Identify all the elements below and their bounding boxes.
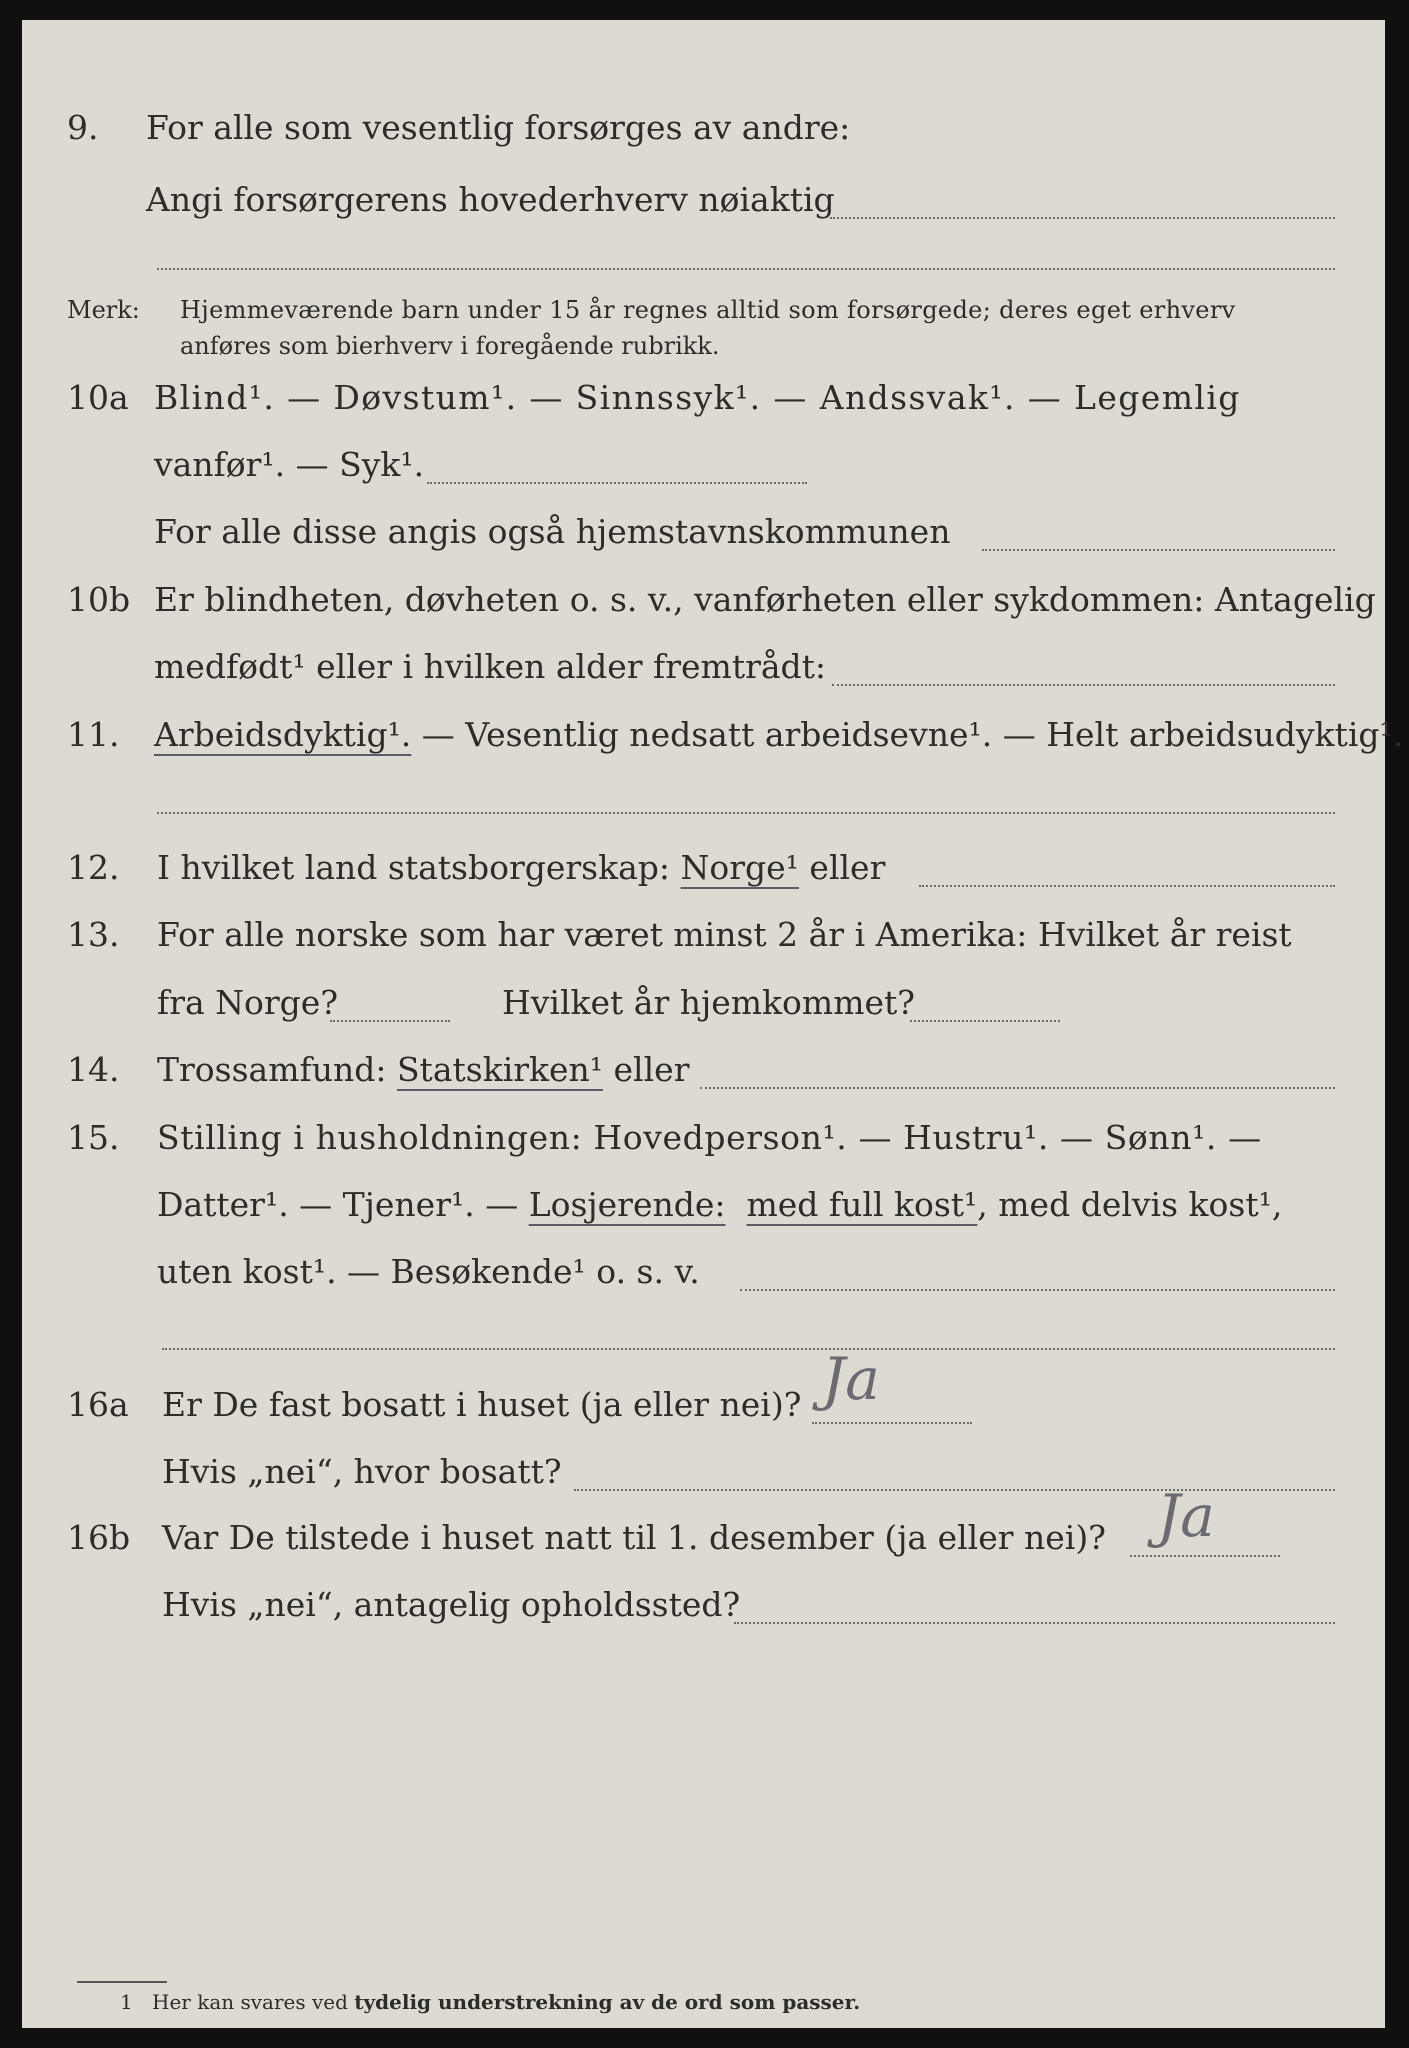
question-text: medfødt¹ eller i hvilken alder fremtrådt: — [154, 647, 827, 686]
handwritten-answer: Ja — [822, 1345, 880, 1413]
footnote-text: Her kan svares ved tydelig understrekning av de ord som passer. — [152, 1990, 861, 2014]
census-form-page — [22, 20, 1404, 2028]
answer-line[interactable] — [812, 1422, 972, 1424]
question-10b-line2 — [22, 637, 1385, 697]
question-9 — [22, 98, 1385, 158]
answer-line[interactable] — [700, 1087, 1335, 1089]
question-number: 11. — [67, 715, 120, 754]
question-number: 13. — [67, 915, 120, 954]
question-10a-line3 — [22, 502, 1385, 562]
answer-line[interactable] — [832, 684, 1335, 686]
question-text: Hvilket år hjemkommet? — [502, 983, 915, 1022]
question-15-line3 — [22, 1242, 1385, 1302]
question-text: Stilling i husholdningen: Hovedperson¹. — Hustru¹. — Sønn¹. — — [157, 1118, 1262, 1157]
question-text: — Vesentlig nedsatt arbeidsevne¹. — Helt arbeidsudyktig¹. — [411, 715, 1404, 754]
answer-line[interactable] — [427, 482, 807, 484]
footnote-marker: 1 — [120, 1990, 133, 2014]
answer-line[interactable] — [830, 217, 1335, 219]
note-text: anføres som bierhverv i foregående rubrikk. — [180, 332, 720, 360]
question-text: Angi forsørgerens hovederhverv nøiaktig — [146, 180, 835, 219]
question-9-main-occupation — [22, 170, 1385, 230]
question-16a — [22, 1375, 1385, 1435]
question-14 — [22, 1040, 1385, 1100]
question-10a-line2 — [22, 435, 1385, 495]
question-text: For alle som vesentlig forsørges av andre: — [146, 108, 851, 147]
selected-option-med-full-kost[interactable]: med full kost¹ — [746, 1185, 978, 1224]
question-text: I hvilket land statsborgerskap: — [157, 848, 681, 887]
question-16b-line2 — [22, 1575, 1385, 1635]
footnote-separator — [77, 1981, 167, 1983]
answer-line[interactable] — [157, 268, 1335, 270]
question-text: Datter¹. — Tjener¹. — — [157, 1185, 529, 1224]
answer-line[interactable] — [157, 812, 1335, 814]
question-text: vanfør¹. — Syk¹. — [154, 445, 425, 484]
question-number: 10a — [67, 378, 129, 417]
question-text: fra Norge? — [157, 983, 339, 1022]
question-15 — [22, 1108, 1385, 1168]
question-text: Var De tilstede i huset natt til 1. desember (ja eller nei)? — [162, 1518, 1106, 1557]
question-number: 12. — [67, 848, 120, 887]
question-number: 9. — [67, 108, 99, 147]
answer-line[interactable] — [982, 549, 1335, 551]
question-12 — [22, 838, 1385, 898]
question-13 — [22, 905, 1385, 965]
question-text: Er blindheten, døvheten o. s. v., vanførheten eller sykdommen: Antagelig — [154, 580, 1376, 619]
selected-option-arbeidsdyktig[interactable]: Arbeidsdyktig¹. — [154, 715, 412, 754]
answer-line[interactable] — [910, 1020, 1060, 1022]
answer-line[interactable] — [330, 1020, 450, 1022]
question-text: Trossamfund: — [157, 1050, 397, 1089]
selected-option-losjerende[interactable]: Losjerende: — [528, 1185, 726, 1224]
question-13-line2 — [22, 973, 1385, 1033]
answer-line[interactable] — [740, 1289, 1335, 1291]
note-text: Hjemmeværende barn under 15 år regnes alltid som forsørgede; deres eget erhverv — [180, 296, 1236, 324]
question-number: 14. — [67, 1050, 120, 1089]
answer-line[interactable] — [574, 1489, 1335, 1491]
answer-line[interactable] — [1130, 1555, 1280, 1557]
note-label: Merk: — [67, 296, 140, 324]
question-text: For alle disse angis også hjemstavnskommunen — [154, 512, 951, 551]
answer-line[interactable] — [162, 1348, 1335, 1350]
question-text: , med delvis kost¹, — [977, 1185, 1283, 1224]
question-number: 16a — [67, 1385, 129, 1424]
answer-line[interactable] — [734, 1622, 1335, 1624]
selected-option-statskirken[interactable]: Statskirken¹ — [396, 1050, 604, 1089]
question-text: Blind¹. — Døvstum¹. — Sinnssyk¹. — Andssvak¹. — Legemlig — [154, 378, 1241, 417]
question-15-line2 — [22, 1175, 1385, 1235]
question-number: 15. — [67, 1118, 120, 1157]
question-text: eller — [603, 1050, 690, 1089]
question-11 — [22, 705, 1404, 765]
question-text: Er De fast bosatt i huset (ja eller nei)? — [162, 1385, 802, 1424]
question-10a — [22, 368, 1385, 428]
answer-line[interactable] — [919, 885, 1335, 887]
question-text: eller — [798, 848, 886, 887]
question-10b — [22, 570, 1385, 630]
question-text: Hvis „nei“, hvor bosatt? — [162, 1452, 562, 1491]
question-text: For alle norske som har været minst 2 år i Amerika: Hvilket år reist — [157, 915, 1292, 954]
selected-option-norge[interactable]: Norge¹ — [680, 848, 799, 887]
question-number: 16b — [67, 1518, 131, 1557]
question-number: 10b — [67, 580, 131, 619]
question-text: Hvis „nei“, antagelig opholdssted? — [162, 1585, 741, 1624]
question-text: uten kost¹. — Besøkende¹ o. s. v. — [157, 1252, 700, 1291]
handwritten-answer: Ja — [1157, 1482, 1215, 1550]
